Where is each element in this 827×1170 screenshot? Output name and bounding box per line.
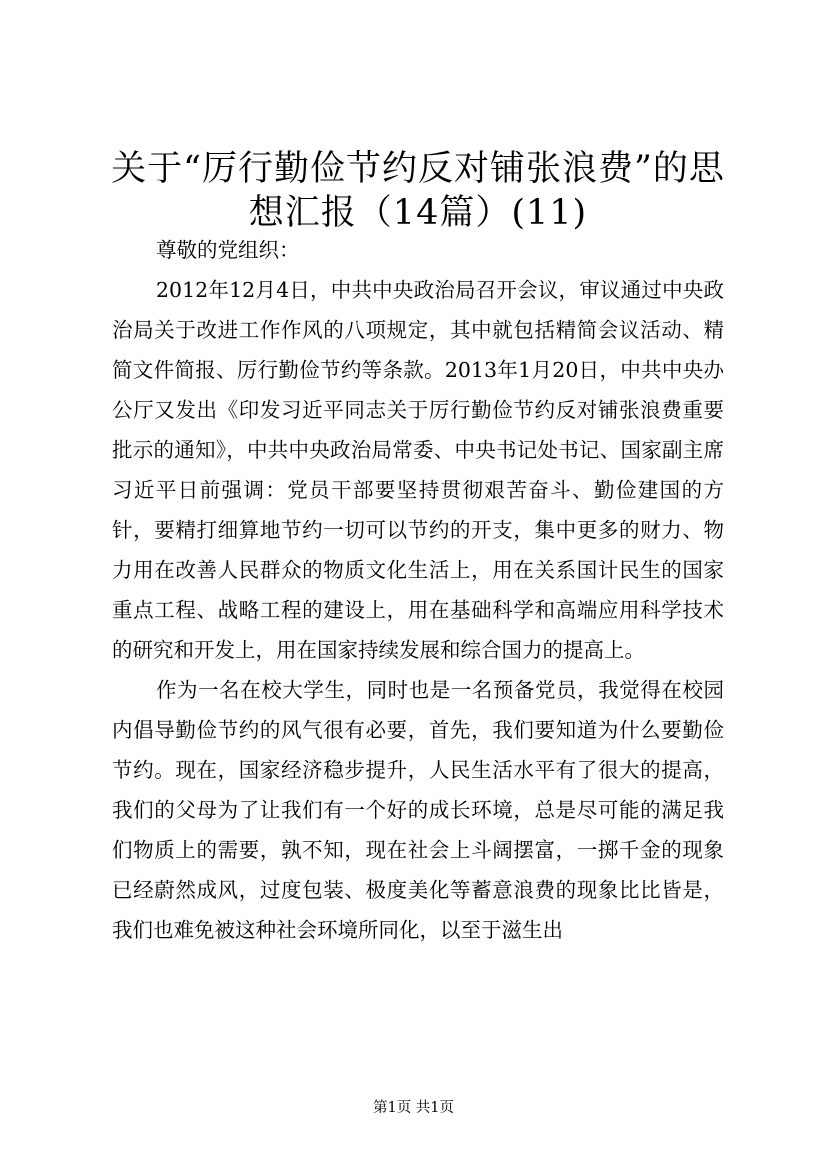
salutation: 尊敬的党组织： [156,238,300,262]
document-body [112,230,724,950]
page-footer: 第1页 共1页 [372,1100,455,1116]
document-title: 关于“厉行勤俭节约反对铺张浪费”的思想汇报（14篇）(11) [111,149,725,233]
paragraph-1: 2012年12月4日，中共中央政治局召开会议，审议通过中央政治局关于改进工作作风的八项规定，其中就包括精简会议活动、精简文件简报、厉行勤俭节约等条款。2013年1月20日，中共中央办公厅又发出《印发习近平同志关于厉行勤俭节约反对铺张浪费重要批示的通知》，中共中央政治局常委、中央书记处书记、国家副主席习近平日前强调：党员干部要坚持贯彻艰苦奋斗、勤俭建国的方针，要精打细算地节约一切可以节约的开支，集中更多的财力、物力用在改善人民群众的物质文化生活上，用在关系国计民生的国家重点工程、战略工程的建设上，用在基础科学和高端应用科学技术的研究和开发上，用在国家持续发展和综合国力的提高上。 [112,278,724,662]
paragraph-2: 作为一名在校大学生，同时也是一名预备党员，我觉得在校园内倡导勤俭节约的风气很有必要，首先，我们要知道为什么要勤俭节约。现在，国家经济稳步提升，人民生活水平有了很大的提高，我们的父母为了让我们有一个好的成长环境，总是尽可能的满足我们物质上的需要，孰不知，现在社会上斗阔摆富，一掷千金的现象已经蔚然成风，过度包装、极度美化等蓄意浪费的现象比比皆是，我们也难免被这种社会环境所同化，以至于滋生出 [112,678,724,942]
